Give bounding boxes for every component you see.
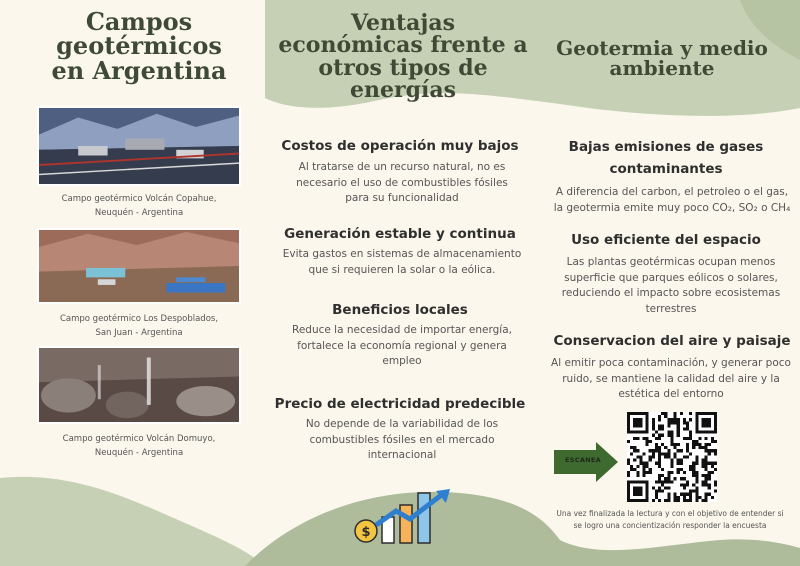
- text-conservacion: Al emitir poca contaminación, y generar poco ruido, se mantiene la calidad del aire y la estética del entorno: [551, 357, 791, 400]
- text-emisiones: A diferencia del carbon, el petroleo o el gas, la geotermia emite muy poco CO₂, SO₂ o CH₄: [553, 186, 791, 214]
- survey-note: Una vez finalizada la lectura y con el objetivo de entender si se logro una concientización responder la encuesta: [556, 509, 784, 530]
- text-precio: No depende de la variabilidad de los combustibles fósiles en el mercado internacional: [305, 418, 499, 461]
- heading-uso-espacio: Uso eficiente del espacio: [571, 232, 761, 248]
- photo-los-despoblados: [37, 228, 241, 304]
- caption-los-despoblados: Campo geotérmico Los Despoblados, San Juan - Argentina: [59, 314, 219, 338]
- growth-chart-icon: [352, 481, 462, 547]
- right-column-title: Geotermia y medio ambiente: [556, 36, 768, 81]
- heading-conservacion: Conservacion del aire y paisaje: [553, 333, 791, 349]
- heading-emisiones: Bajas emisiones de gases contaminantes: [568, 139, 764, 177]
- heading-precio: Precio de electricidad predecible: [274, 396, 526, 412]
- svg-text:$: $: [361, 525, 371, 540]
- caption-copahue: Campo geotérmico Volcán Copahue, Neuquén - Argentina: [61, 194, 217, 218]
- text-uso-espacio: Las plantas geotérmicas ocupan menos superficie que parques eólicos o solares, reduciendo el impacto sobre ecosistemas terrestres: [561, 256, 781, 315]
- heading-costos: Costos de operación muy bajos: [281, 138, 519, 154]
- left-column-title: Campos geotérmicos en Argentina: [51, 7, 227, 85]
- heading-generacion: Generación estable y continua: [284, 226, 516, 242]
- caption-domuyo: Campo geotérmico Volcán Domuyo, Neuquén - Argentina: [62, 434, 216, 458]
- text-beneficios: Reduce la necesidad de importar energía, fortalece la economía regional y genera empleo: [292, 324, 512, 367]
- text-generacion: Evita gastos en sistemas de almacenamiento que si requieren la solar o la eólica.: [282, 248, 522, 276]
- bottom-left-wave: [0, 477, 265, 566]
- heading-beneficios: Beneficios locales: [332, 302, 468, 318]
- photo-domuyo: [37, 346, 241, 424]
- scan-label: ESCANEA: [565, 456, 601, 464]
- qr-code[interactable]: [627, 412, 717, 502]
- photo-copahue: [37, 106, 241, 186]
- text-costos: Al tratarse de un recurso natural, no es necesario el uso de combustibles fósiles para su funcionalidad: [296, 161, 508, 204]
- middle-column-title: Ventajas económicas frente a otros tipos de energías: [278, 10, 528, 104]
